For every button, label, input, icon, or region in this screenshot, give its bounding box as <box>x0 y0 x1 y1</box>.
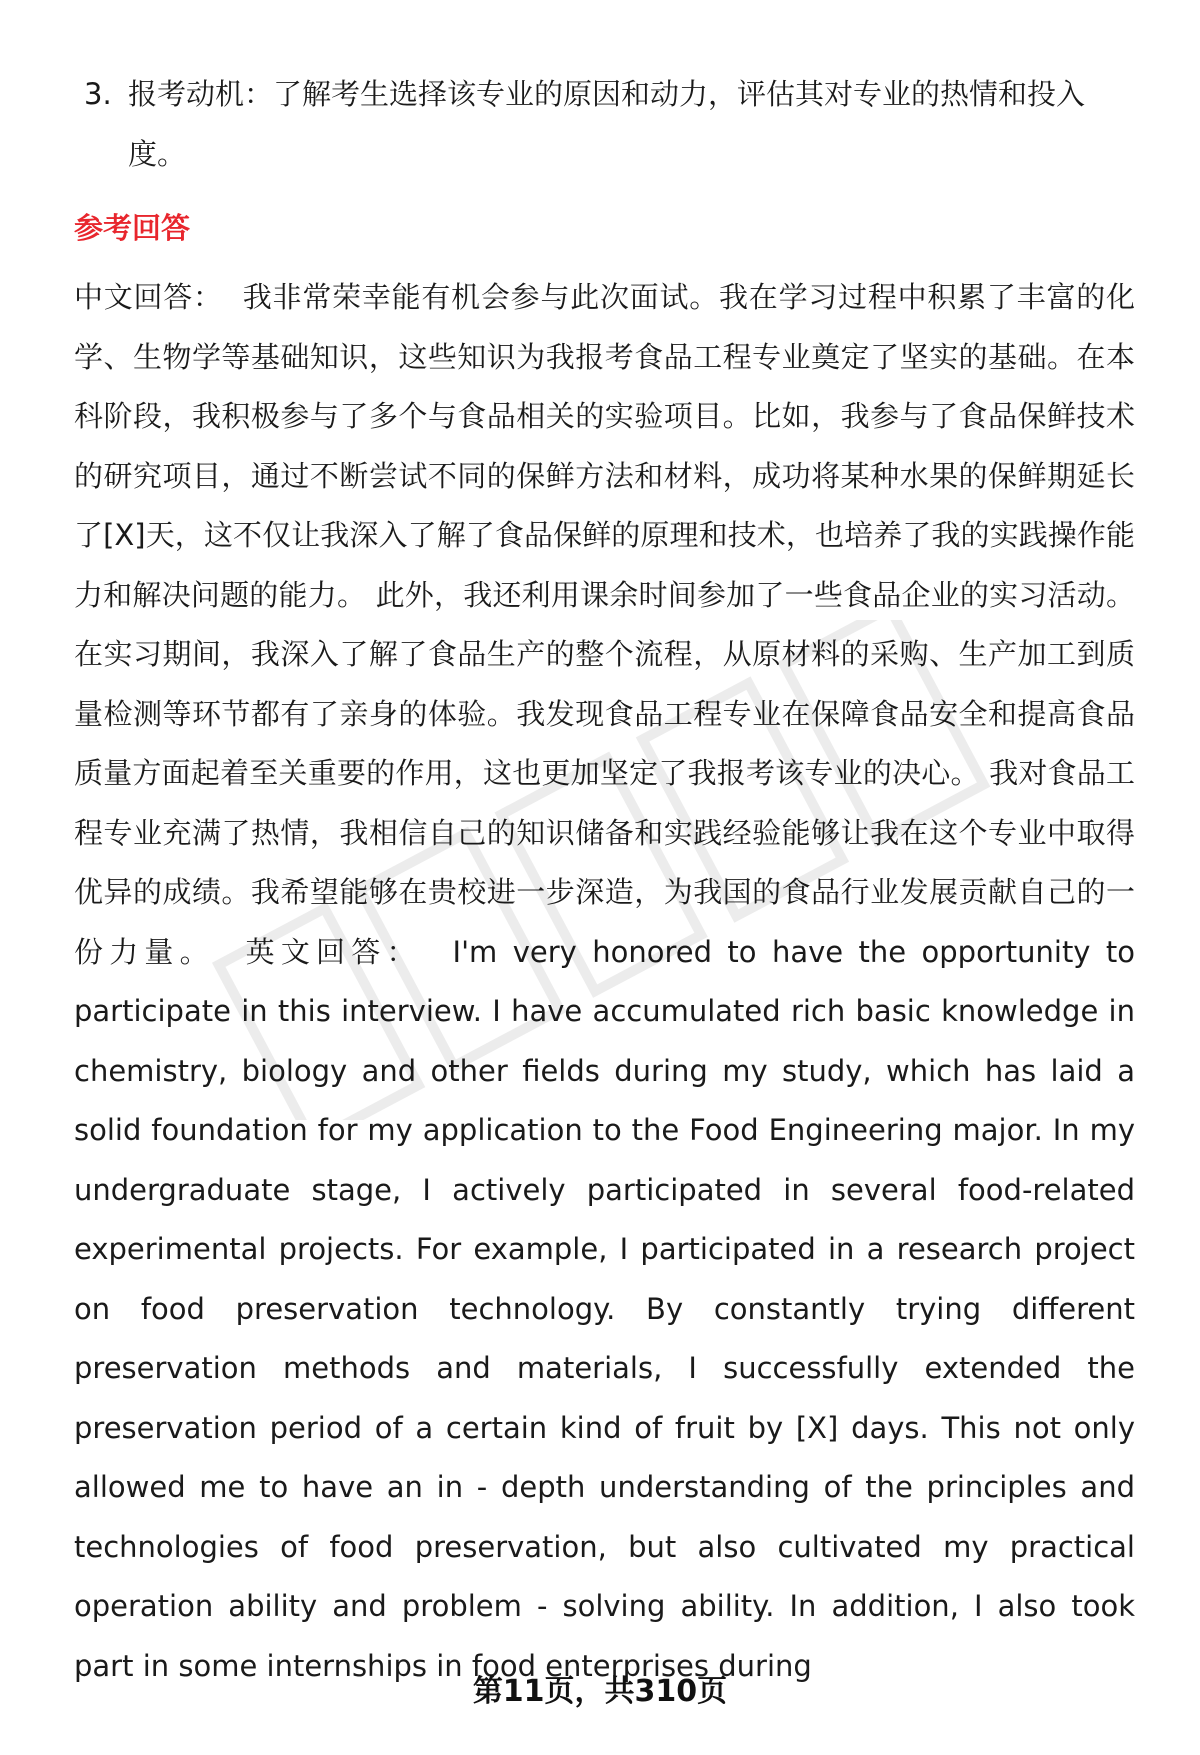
page-number-footer: 第11页，共310页 <box>472 1674 728 1709</box>
answer-paragraph <box>74 268 1135 1696</box>
list-item-text: 报考动机：了解考生选择该专业的原因和动力，评估其对专业的热情和投入度。 <box>128 77 1086 171</box>
motivation-list-item <box>74 64 1135 184</box>
reference-answer-heading: 参考回答 <box>74 211 191 245</box>
english-answer-label: 英文回答： <box>245 934 422 969</box>
english-answer-text: I'm very honored to have the opportunity to participate in this interview. I have accumulated rich basic knowledge in chemistry, biology and other fields during my study, which has laid a solid foundation for my application to the Food Engineering major. In my undergraduate stage, I actively participated in several food-related experimental projects. For example, I participated in a research project on food preservation technology. By constantly trying different preservation methods and materials, I successfully extended the preservation period of a certain kind of fruit by [X] days. This not only allowed me to have an in - depth understanding of the principles and technologies of food preservation, but also cultivated my practical operation ability and problem - solving ability. In addition, I also took part in some internships in food enterprises during <box>74 934 1136 1683</box>
chinese-answer-label: 中文回答： <box>74 280 223 314</box>
chinese-answer-text: 我非常荣幸能有机会参与此次面试。我在学习过程中积累了丰富的化学、生物学等基础知识，这些知识为我报考食品工程专业奠定了坚实的基础。在本科阶段，我积极参与了多个与食品相关的实验项目。比如，我参与了食品保鲜技术的研究项目，通过不断尝试不同的保鲜方法和材料，成功将某种水果的保鲜期延长了[X]天，这不仅让我深入了解了食品保鲜的原理和技术，也培养了我的实践操作能力和解决问题的能力。 此外，我还利用课余时间参加了一些食品企业的实习活动。在实习期间，我深入了解了食品生产的整个流程，从原材料的采购、生产加工到质量检测等环节都有了亲身的体验。我发现食品工程专业在保障食品安全和提高食品质量方面起着至关重要的作用，这也更加坚定了我报考该专业的决心。 我对食品工程专业充满了热情，我相信自己的知识储备和实践经验能够让我在这个专业中取得优异的成绩。我希望能够在贵校进一步深造，为我国的食品行业发展贡献自己的一份力量。 <box>74 280 1135 969</box>
list-number: 3. <box>84 77 112 111</box>
